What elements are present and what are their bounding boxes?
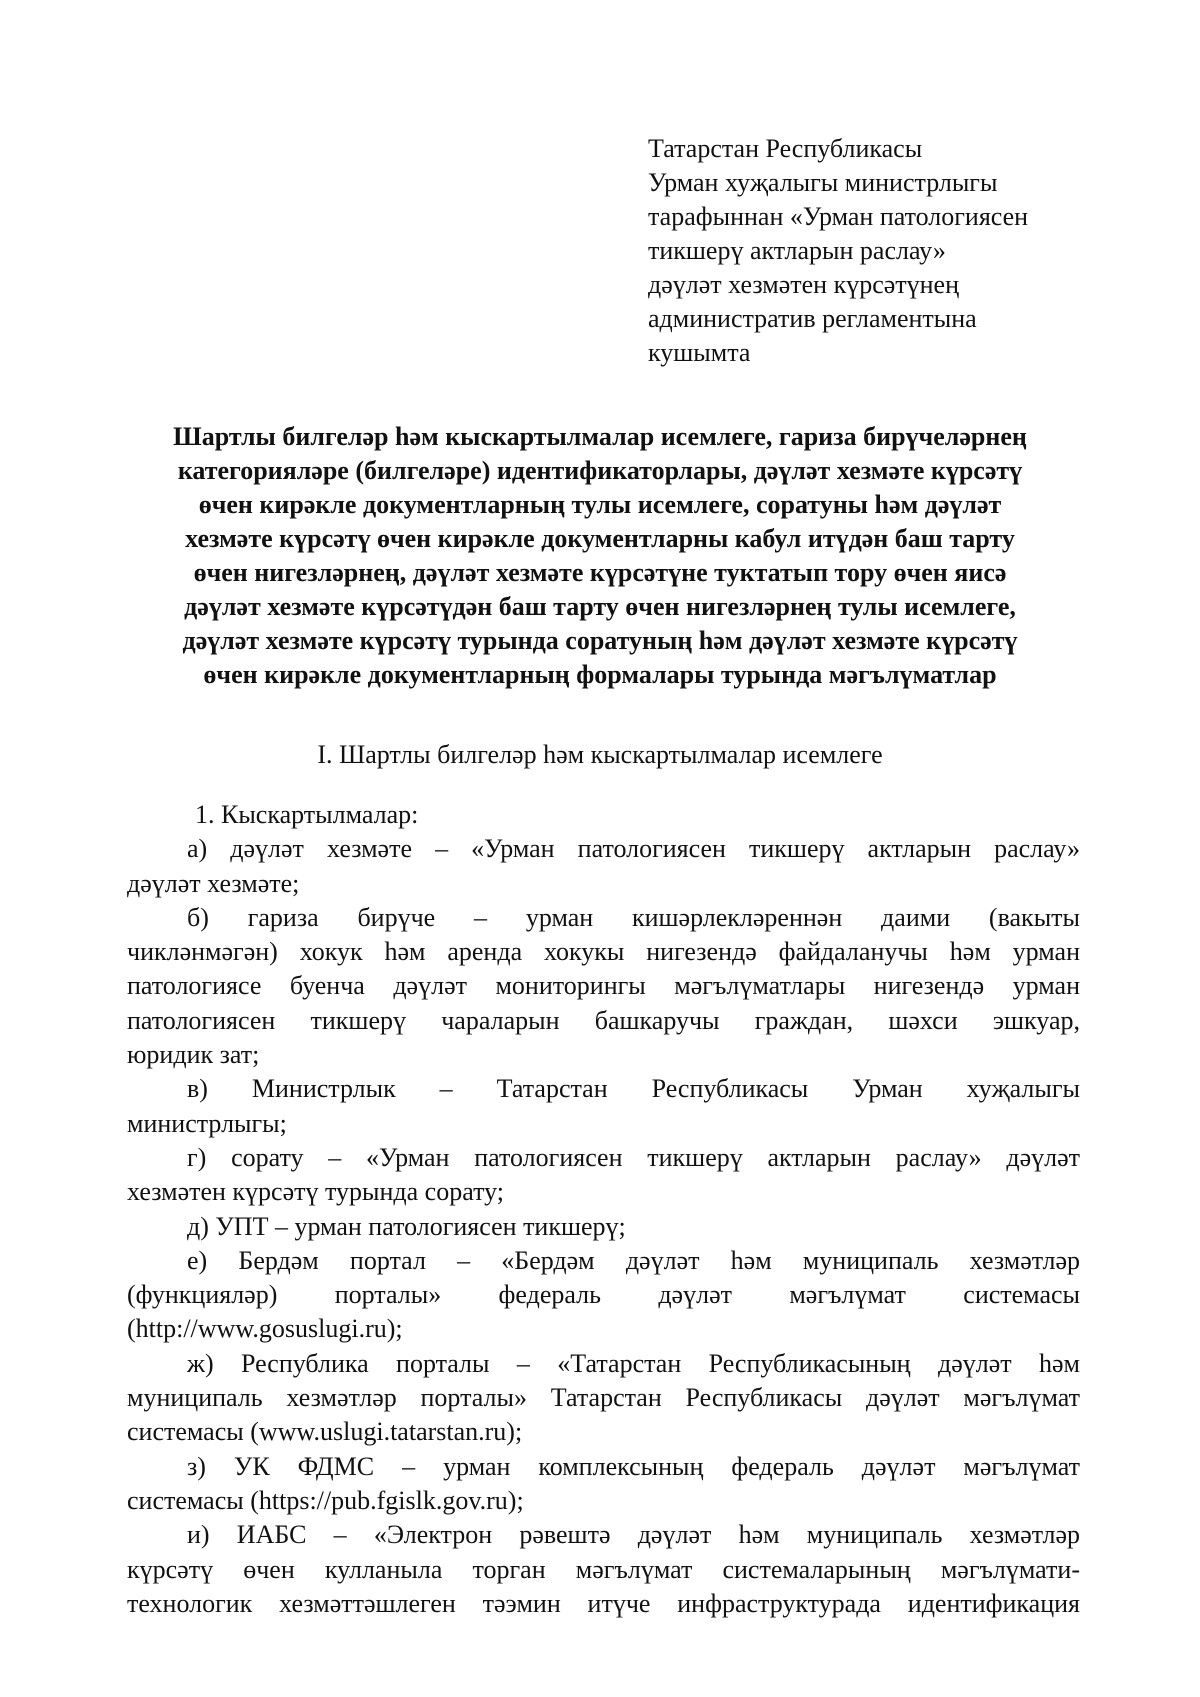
section-heading: I. Шартлы билгеләр һәм кыскартылмалар исемлеге (317, 740, 883, 769)
paragraph-line: в) Министрлык – Татарстан Республикасы Урман хуҗалыгы (187, 1074, 1080, 1104)
paragraph-line: патологиясе буенча дәүләт мониторингы мәгълүматлары нигезендә урман (127, 971, 1080, 1001)
appendix-note-line: тикшерү актларын раслау» (648, 236, 946, 265)
paragraph-line: б) гариза бирүче – урман кишәрлекләреннән даими (вакыты (187, 902, 1080, 932)
document-title (120, 420, 1080, 692)
list-item-zh (127, 1347, 1080, 1450)
paragraph-line: юридик зат; (127, 1040, 260, 1070)
paragraph-line: е) Бердәм портал – «Бердәм дәүләт һәм муниципаль хезмәтләр (187, 1245, 1080, 1275)
paragraph-line: министрлыгы; (127, 1108, 287, 1138)
list-item-g (127, 1141, 1080, 1210)
paragraph-line: з) УК ФДМС – урман комплексының федераль дәүләт мәгълүмат (187, 1451, 1080, 1481)
paragraph-line: муниципаль хезмәтләр порталы» Татарстан Республикасы дәүләт мәгълүмат (127, 1383, 1080, 1413)
paragraph-line: күрсәтү өчен кулланыла торган мәгълүмат системаларының мәгълүмати- (127, 1554, 1080, 1584)
title-line: Шартлы билгеләр һәм кыскартылмалар исемлеге, гариза бирүчеләрнең (173, 422, 1027, 451)
list-item-b (127, 901, 1080, 1072)
paragraph-line: (функцияләр) порталы» федераль дәүләт мәгълүмат системасы (127, 1280, 1080, 1310)
list-item-z (127, 1450, 1080, 1519)
appendix-note-line: дәүләт хезмәтен күрсәтүнең (648, 270, 960, 299)
paragraph-line: а) дәүләт хезмәте – «Урман патологиясен тикшерү актларын раслау» (187, 834, 1080, 864)
body-text (127, 798, 1080, 1621)
list-item-a (127, 832, 1080, 901)
paragraph-line: ж) Республика порталы – «Татарстан Республикасының дәүләт һәм (187, 1348, 1080, 1378)
appendix-note-line: тарафыннан «Урман патологиясен (648, 202, 1029, 231)
title-line: дәүләт хезмәте күрсәтү турында соратуның һәм дәүләт хезмәте күрсәтү (182, 626, 1018, 655)
paragraph-line: системасы (https://pub.fgislk.gov.ru); (127, 1485, 524, 1515)
paragraph-line: г) сорату – «Урман патологиясен тикшерү актларын раслау» дәүләт (187, 1142, 1080, 1172)
paragraph-line: (http://www.gosuslugi.ru); (127, 1314, 403, 1344)
paragraph-line: дәүләт хезмәте; (127, 868, 300, 898)
list-item-heading: 1. Кыскартылмалар: (195, 800, 419, 829)
paragraph-line: патологиясен тикшерү чараларын башкаручы граждан, шәхси эшкуар, (127, 1005, 1080, 1035)
title-line: хезмәте күрсәтү өчен кирәкле документларны кабул итүдән баш тарту (185, 524, 1015, 553)
paragraph-line: хезмәтен күрсәтү турында сорату; (127, 1177, 504, 1207)
title-line: өчен нигезләрнең, дәүләт хезмәте күрсәтүне туктатып тору өчен яисә (193, 558, 1007, 587)
title-line: өчен кирәкле документларның тулы исемлеге, соратуны һәм дәүләт (198, 490, 1002, 519)
paragraph-line: д) УПТ – урман патологиясен тикшерү; (187, 1211, 626, 1241)
paragraph-line: чикләнмәгән) хокук һәм аренда хокукы нигезендә файдаланучы һәм урман (127, 937, 1080, 967)
title-line: категорияләре (билгеләре) идентификаторлары, дәүләт хезмәте күрсәтү (177, 456, 1023, 485)
paragraph-line: и) ИАБС – «Электрон рәвештә дәүләт һәм муниципаль хезмәтләр (187, 1520, 1080, 1550)
paragraph-line: системасы (www.uslugi.tatarstan.ru); (127, 1417, 523, 1447)
title-line: дәүләт хезмәте күрсәтүдән баш тарту өчен нигезләрнең тулы исемлеге, (184, 592, 1016, 621)
list-item-v (127, 1072, 1080, 1141)
appendix-note-line: Татарстан Республикасы (648, 134, 923, 163)
list-item-e (127, 1244, 1080, 1347)
appendix-note-line: Урман хуҗалыгы министрлыгы (648, 168, 998, 197)
appendix-note-line: кушымта (648, 338, 751, 367)
appendix-note (648, 132, 1108, 370)
paragraph-line: технологик хезмәттәшлеген тәэмин итүче инфраструктурада идентификация (127, 1588, 1080, 1618)
title-line: өчен кирәкле документларның формалары турында мәгълүматлар (203, 660, 997, 689)
list-item-d (127, 1210, 1080, 1244)
list-item-i (127, 1518, 1080, 1621)
appendix-note-line: административ регламентына (648, 304, 977, 333)
